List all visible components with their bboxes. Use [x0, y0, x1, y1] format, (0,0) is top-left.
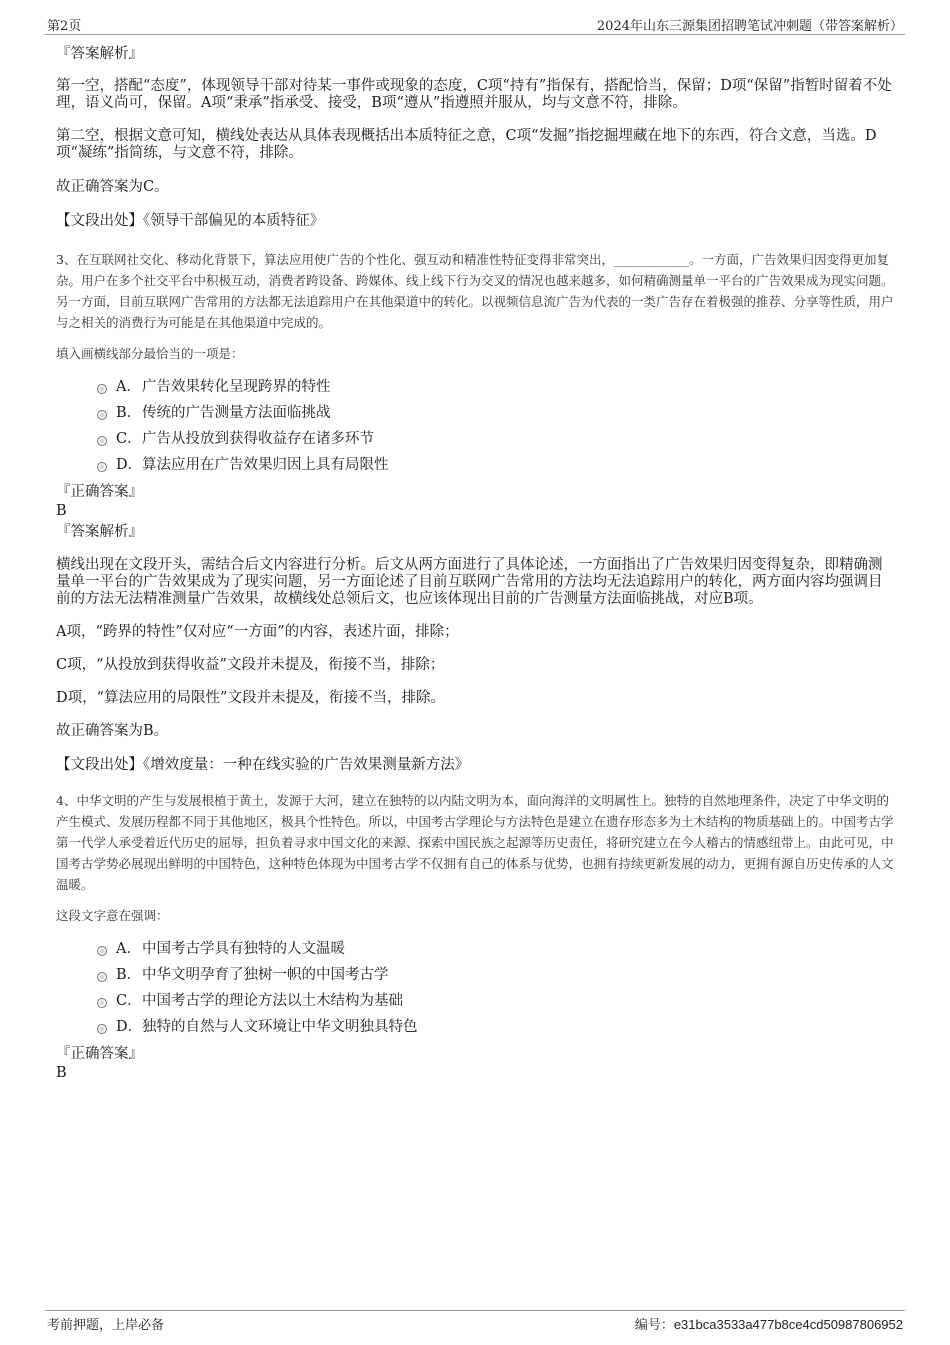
correct-answer: B [56, 1065, 67, 1081]
radio-icon[interactable] [97, 946, 107, 956]
question-3-options [96, 374, 896, 478]
radio-icon[interactable] [97, 1024, 107, 1034]
radio-icon[interactable] [97, 436, 107, 446]
page-footer [45, 1310, 905, 1336]
option-c[interactable]: C．中国考古学的理论方法以土木结构为基础 [96, 988, 896, 1014]
analysis-paragraph: 第二空，根据文意可知，横线处表达从具体表现概括出本质特征之意，C项“发掘”指挖掘埋藏在地下的东西，符合文意，当选。D项“凝练”指简练，与文意不符，排除。 [56, 128, 877, 161]
source-citation: 【文段出处】《领导干部偏见的本质特征》 [56, 213, 325, 229]
correct-answer: B [56, 503, 67, 519]
analysis-paragraph: A项，“跨界的特性”仅对应“一方面”的内容，表述片面，排除； [56, 624, 459, 640]
radio-icon[interactable] [97, 462, 107, 472]
option-d[interactable]: D．独特的自然与人文环境让中华文明独具特色 [96, 1014, 896, 1040]
radio-icon[interactable] [97, 972, 107, 982]
option-b[interactable]: B．中华文明孕育了独树一帜的中国考古学 [96, 962, 896, 988]
radio-icon[interactable] [97, 998, 107, 1008]
document-code: 编号：e31bca3533a477b8ce4cd50987806952 [634, 1317, 903, 1333]
option-d[interactable]: D．算法应用在广告效果归因上具有局限性 [96, 452, 896, 478]
document-body [56, 44, 896, 1082]
question-4-text: 4、中华文明的产生与发展根植于黄土，发源于大河，建立在独特的以内陆文明为本，面向海洋的文明属性上。独特的自然地理条件，决定了中华文明的产生模式、发展历程都不同于其他地区，极具个性特色。所以，中国考古学理论与方法特色是建立在遗存形态多为土木结构的物质基础上的。中国考古学第一代学人承受着近代历史的屈辱，担负着寻求中国文化的来源、探索中国民族之起源等历史责任，将研究建立在今人稽古的情感纽带上。由此可见，中国考古学势必展现出鲜明的中国特色，这种特色体现为中国考古学不仅拥有自己的体系与优势，也拥有持续更新发展的动力，更拥有源自历史传承的人文温暖。 [56, 793, 894, 892]
fill-blank: ____________ [613, 252, 689, 267]
analysis-label: 『答案解析』 [56, 524, 143, 540]
correct-answer-label: 『正确答案』 [56, 1046, 143, 1062]
document-title: 2024年山东三源集团招聘笔试冲刺题（带答案解析） [596, 19, 903, 34]
analysis-label: 『答案解析』 [56, 46, 143, 62]
correct-answer-label: 『正确答案』 [56, 484, 143, 500]
analysis-paragraph: D项，“算法应用的局限性”文段并未提及，衔接不当，排除。 [56, 690, 445, 706]
radio-icon[interactable] [97, 410, 107, 420]
question-3-text: 3、在互联网社交化、移动化背景下，算法应用使广告的个性化、强互动和精准性特征变得非常突出，____________。一方面，广告效果归因变得更加复杂。用户在多个社交平台中积极互动，消费者跨设备、跨媒体、线上线下行为交叉的情况也越来越多，如何精确测量单一平台的广告效果成为现实问题。另一方面，目前互联网广告常用的方法都无法追踪用户在其他渠道中的转化。以视频信息流广告为代表的一类广告存在着极强的推荐、分享等性质，用户与之相关的消费行为可能是在其他渠道中完成的。 [56, 252, 894, 330]
analysis-paragraph: 第一空，搭配“态度”，体现领导干部对待某一事件或现象的态度，C项“持有”指保有，搭配恰当，保留；D项“保留”指暂时留着不处理，语义尚可，保留。A项“秉承”指承受、接受，B项“遵从”指遵照并服从，均与文意不符，排除。 [56, 78, 892, 111]
page-header [45, 14, 905, 35]
option-c[interactable]: C．广告从投放到获得收益存在诸多环节 [96, 426, 896, 452]
analysis-conclusion: 故正确答案为B。 [56, 723, 169, 739]
analysis-paragraph: 横线出现在文段开头，需结合后文内容进行分析。后文从两方面进行了具体论述，一方面指出了广告效果归因变得复杂，即精确测量单一平台的广告效果成为了现实问题，另一方面论述了目前互联网广告常用的方法均无法追踪用户的转化，两方面内容均强调目前的方法无法精准测量广告效果，故横线处总领后文，也应该体现出目前的广告测量方法面临挑战，对应B项。 [56, 557, 883, 607]
question-4-options [96, 936, 896, 1040]
question-4-prompt: 这段文字意在强调： [56, 908, 169, 923]
radio-icon[interactable] [97, 384, 107, 394]
option-b[interactable]: B．传统的广告测量方法面临挑战 [96, 400, 896, 426]
analysis-conclusion: 故正确答案为C。 [56, 179, 169, 195]
footer-slogan: 考前押题，上岸必备 [47, 1318, 165, 1333]
page-number: 第2页 [47, 19, 82, 34]
option-a[interactable]: A．中国考古学具有独特的人文温暖 [96, 936, 896, 962]
analysis-paragraph: C项，“从投放到获得收益”文段并未提及，衔接不当，排除； [56, 657, 445, 673]
option-a[interactable]: A．广告效果转化呈现跨界的特性 [96, 374, 896, 400]
source-citation: 【文段出处】《增效度量：一种在线实验的广告效果测量新方法》 [56, 757, 470, 773]
question-3-prompt: 填入画横线部分最恰当的一项是： [56, 346, 244, 361]
